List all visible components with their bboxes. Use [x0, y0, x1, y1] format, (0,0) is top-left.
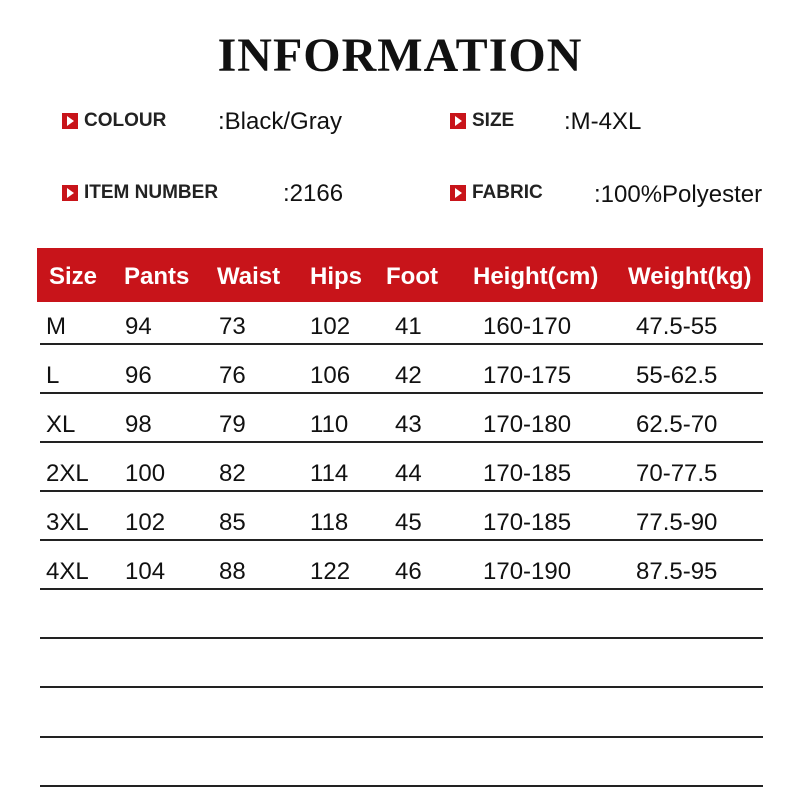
row-divider — [40, 588, 763, 590]
fabric-value: :100%Polyester — [594, 181, 763, 208]
cell-pants: 94 — [125, 313, 152, 340]
cell-size: M — [46, 313, 66, 340]
cell-size: 2XL — [46, 460, 89, 487]
cell-height: 160-170 — [483, 313, 572, 340]
cell-waist: 79 — [219, 411, 246, 438]
cell-foot: 45 — [395, 509, 422, 536]
fabric-label: FABRIC — [472, 182, 543, 203]
cell-foot: 43 — [395, 411, 422, 438]
row-divider — [40, 490, 763, 492]
cell-hips: 102 — [310, 313, 351, 340]
header-pants: Pants — [124, 263, 190, 290]
cell-hips: 122 — [310, 558, 351, 585]
cell-hips: 114 — [310, 460, 349, 487]
header-waist: Waist — [217, 263, 281, 290]
cell-hips: 110 — [310, 411, 349, 438]
cell-size: L — [46, 362, 60, 389]
table-row — [0, 450, 800, 490]
cell-weight: 62.5-70 — [636, 411, 718, 438]
cell-height: 170-175 — [483, 362, 572, 389]
colour-label: COLOUR — [84, 110, 167, 131]
cell-pants: 96 — [125, 362, 152, 389]
size-value: :M-4XL — [564, 108, 642, 135]
header-hips: Hips — [310, 263, 363, 290]
info-fabric — [450, 178, 543, 208]
size-table-header — [37, 248, 763, 302]
table-row — [0, 499, 800, 539]
table-row — [0, 352, 800, 392]
table-row — [0, 303, 800, 343]
cell-height: 170-185 — [483, 509, 572, 536]
cell-hips: 118 — [310, 509, 349, 536]
cell-waist: 85 — [219, 509, 246, 536]
row-divider — [40, 637, 763, 639]
cell-weight: 77.5-90 — [636, 509, 718, 536]
cell-size: XL — [46, 411, 76, 438]
row-divider — [40, 441, 763, 443]
cell-waist: 73 — [219, 313, 246, 340]
cell-hips: 106 — [310, 362, 351, 389]
cell-weight: 55-62.5 — [636, 362, 718, 389]
cell-foot: 46 — [395, 558, 422, 585]
size-label: SIZE — [472, 110, 515, 131]
cell-height: 170-190 — [483, 558, 572, 585]
cell-size: 3XL — [46, 509, 89, 536]
cell-pants: 104 — [125, 558, 166, 585]
cell-height: 170-185 — [483, 460, 572, 487]
info-size — [450, 106, 514, 136]
row-divider — [40, 736, 763, 738]
cell-waist: 88 — [219, 558, 246, 585]
header-height: Height(cm) — [473, 263, 599, 290]
cell-foot: 44 — [395, 460, 422, 487]
item-number-label: ITEM NUMBER — [84, 182, 219, 203]
header-size: Size — [49, 263, 98, 290]
header-weight: Weight(kg) — [628, 263, 752, 290]
cell-waist: 76 — [219, 362, 246, 389]
cell-waist: 82 — [219, 460, 246, 487]
cell-pants: 98 — [125, 411, 152, 438]
info-item-number — [62, 178, 218, 208]
row-divider — [40, 785, 763, 787]
cell-weight: 70-77.5 — [636, 460, 718, 487]
play-icon — [62, 185, 78, 201]
colour-value: :Black/Gray — [218, 108, 343, 135]
row-divider — [40, 686, 763, 688]
cell-height: 170-180 — [483, 411, 572, 438]
table-row — [0, 548, 800, 588]
table-row — [0, 401, 800, 441]
cell-size: 4XL — [46, 558, 89, 585]
row-divider — [40, 343, 763, 345]
cell-foot: 41 — [395, 313, 422, 340]
info-colour — [62, 106, 166, 136]
cell-pants: 100 — [125, 460, 166, 487]
cell-foot: 42 — [395, 362, 422, 389]
row-divider — [40, 539, 763, 541]
item-number-value: :2166 — [283, 180, 344, 207]
row-divider — [40, 392, 763, 394]
cell-weight: 47.5-55 — [636, 313, 718, 340]
play-icon — [450, 185, 466, 201]
header-foot: Foot — [386, 263, 438, 290]
cell-pants: 102 — [125, 509, 166, 536]
page-title: INFORMATION — [217, 29, 583, 82]
cell-weight: 87.5-95 — [636, 558, 718, 585]
play-icon — [450, 113, 466, 129]
play-icon — [62, 113, 78, 129]
